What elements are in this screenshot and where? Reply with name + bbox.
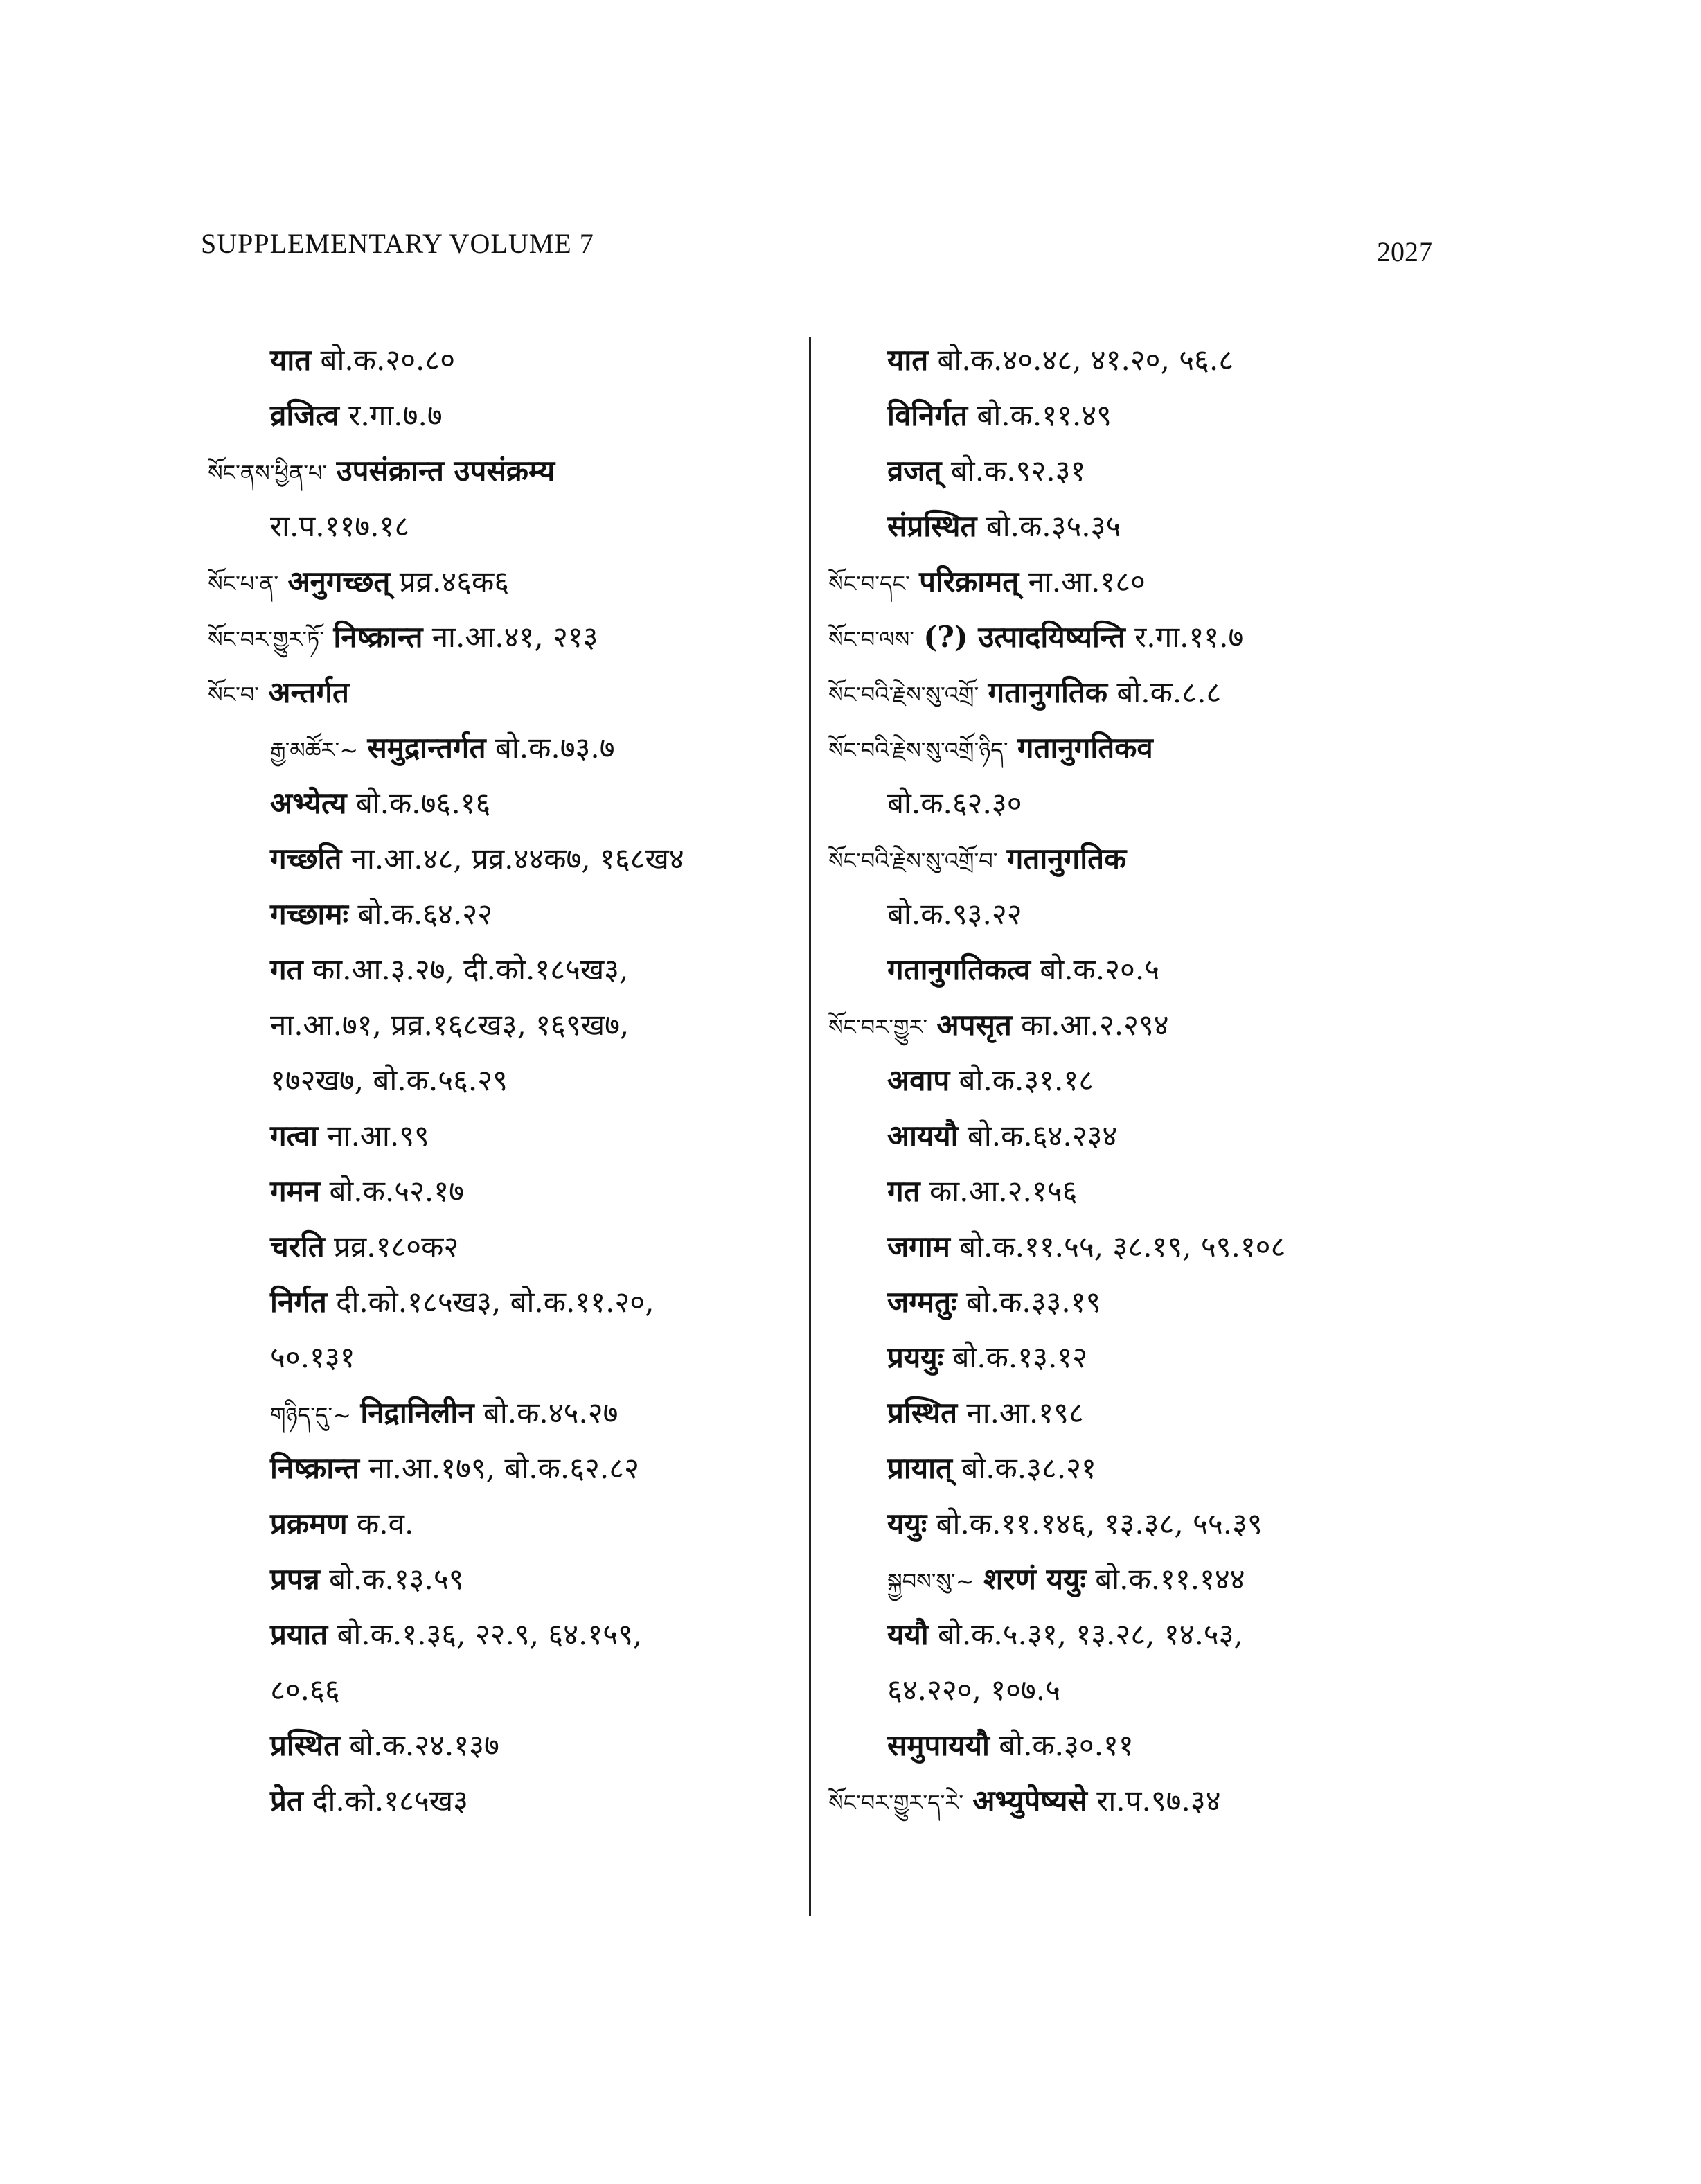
source-reference: बो.क.६२.३०: [887, 786, 1022, 820]
sanskrit-term: गतानुगतिकत्व: [887, 952, 1031, 986]
source-reference: बो.क.६४.२२: [357, 897, 492, 931]
dictionary-entry-line: [828, 388, 1493, 443]
running-head: SUPPLEMENTARY VOLUME 7: [201, 228, 594, 259]
source-reference: बो.क.११.१४४: [1095, 1562, 1245, 1596]
dictionary-entry-line: [208, 997, 803, 1053]
sanskrit-term: उपसंक्रान्त उपसंक्रम्य: [336, 454, 555, 488]
left-column: [208, 332, 803, 1829]
dictionary-entry-line: [208, 720, 803, 776]
source-reference: बो.क.७६.१६: [355, 786, 491, 820]
dictionary-entry-line: [208, 887, 803, 942]
sanskrit-term: प्रक्रमण: [270, 1507, 348, 1541]
tibetan-prefix: རྒྱ་མཚོར་~: [270, 737, 359, 763]
source-reference: बो.क.१३.१२: [952, 1340, 1087, 1374]
dictionary-entry-line: [208, 1330, 803, 1385]
dictionary-entry-line: [828, 499, 1493, 554]
dictionary-entry-line: [828, 1053, 1493, 1108]
dictionary-entry-line: [208, 499, 803, 554]
sanskrit-term: अपसृत: [936, 1008, 1012, 1042]
dictionary-entry-line: [208, 1441, 803, 1496]
sanskrit-term: प्रस्थित: [887, 1396, 958, 1430]
source-reference: का.आ.२.२९४: [1021, 1008, 1169, 1042]
source-reference: र.गा.७.७: [348, 398, 443, 432]
sanskrit-term: अवाप: [887, 1063, 950, 1097]
sanskrit-term: गतानुगतिक: [988, 675, 1108, 709]
source-reference: ८०.६६: [270, 1673, 340, 1707]
source-reference: बो.क.१३.५९: [329, 1562, 464, 1596]
sanskrit-term: शरणं ययुः: [983, 1562, 1086, 1596]
right-column: [828, 332, 1493, 1829]
source-reference: प्रव्र.४६क६: [399, 565, 510, 598]
dictionary-entry-line: [828, 1607, 1493, 1662]
sanskrit-term: ययुः: [887, 1507, 927, 1541]
tibetan-prefix: སོང་བའི་རྗེས་སུ་འགྲོ་བ་: [828, 848, 998, 874]
sanskrit-term: यात: [887, 343, 929, 377]
source-reference: बो.क.५.३१, १३.२८, १४.५३,: [937, 1617, 1243, 1651]
dictionary-entry-line: [208, 1552, 803, 1607]
source-reference: ५०.१३१: [270, 1340, 355, 1374]
dictionary-entry-line: [208, 388, 803, 443]
sanskrit-term: प्रायात्: [887, 1451, 952, 1485]
source-reference: ना.आ.१७९, बो.क.६२.८२: [368, 1451, 639, 1485]
source-reference: बो.क.९२.३१: [950, 454, 1086, 488]
tibetan-prefix: སོང་བའི་རྗེས་སུ་འགྲོ་: [828, 682, 979, 708]
sanskrit-term: (?) उत्पादयिष्यन्ति: [923, 620, 1125, 654]
dictionary-entry-line: [828, 610, 1493, 665]
sanskrit-term: आययौ: [887, 1119, 959, 1153]
dictionary-entry-line: [208, 1385, 803, 1441]
sanskrit-term: ययौ: [887, 1617, 929, 1651]
dictionary-entry-line: [208, 1219, 803, 1275]
sanskrit-term: संप्रस्थित: [887, 509, 977, 543]
sanskrit-term: जग्मतुः: [887, 1285, 957, 1319]
dictionary-entry-line: [208, 554, 803, 610]
sanskrit-term: समुपाययौ: [887, 1728, 990, 1762]
dictionary-entry-line: [208, 610, 803, 665]
sanskrit-term: गत: [270, 952, 303, 986]
sanskrit-term: प्रययुः: [887, 1340, 944, 1374]
dictionary-entry-line: [208, 1662, 803, 1718]
sanskrit-term: गत्वा: [270, 1119, 319, 1153]
dictionary-entry-line: [828, 997, 1493, 1053]
dictionary-entry-line: [828, 443, 1493, 499]
sanskrit-term: अनुगच्छत्: [287, 565, 391, 598]
source-reference: ६४.२२०, १०७.५: [887, 1673, 1060, 1707]
tibetan-prefix: སོང་བར་གྱུར་ད་རེ་: [828, 1790, 964, 1816]
source-reference: बो.क.१.३६, २२.९, ६४.१५९,: [337, 1617, 643, 1651]
dictionary-entry-line: [208, 443, 803, 499]
source-reference: रा.प.११७.१८: [270, 509, 410, 543]
tibetan-prefix: སོང་བ་དང་: [828, 571, 910, 597]
sanskrit-term: प्रेत: [270, 1784, 303, 1818]
sanskrit-term: गच्छति: [270, 842, 342, 876]
source-reference: बो.क.९३.२२: [887, 897, 1022, 931]
sanskrit-term: प्रयात: [270, 1617, 328, 1651]
sanskrit-term: यात: [270, 343, 312, 377]
dictionary-entry-line: [208, 1164, 803, 1219]
dictionary-entry-line: [208, 942, 803, 997]
sanskrit-term: गमन: [270, 1174, 321, 1208]
dictionary-entry-line: [208, 1275, 803, 1330]
tibetan-prefix: སོང་བར་གྱུར་ཏོ་: [208, 626, 325, 652]
source-reference: बो.क.२४.१३७: [349, 1728, 499, 1762]
source-reference: दी.को.१८५ख३, बो.क.११.२०,: [336, 1285, 654, 1319]
dictionary-entry-line: [828, 1108, 1493, 1164]
dictionary-entry-line: [208, 1718, 803, 1773]
sanskrit-term: व्रजत्: [887, 454, 942, 488]
dictionary-entry-line: [828, 554, 1493, 610]
tibetan-prefix: སོང་བར་གྱུར་: [828, 1014, 928, 1040]
sanskrit-term: प्रपन्न: [270, 1562, 320, 1596]
source-reference: १७२ख७, बो.क.५६.२९: [270, 1063, 508, 1097]
sanskrit-term: गत: [887, 1174, 920, 1208]
source-reference: बो.क.३३.१९: [965, 1285, 1101, 1319]
source-reference: ना.आ.७१, प्रव्र.१६८ख३, १६९ख७,: [270, 1008, 630, 1042]
source-reference: बो.क.६४.२३४: [967, 1119, 1118, 1153]
source-reference: बो.क.३५.३५: [986, 509, 1121, 543]
dictionary-entry-line: [828, 1496, 1493, 1552]
source-reference: ना.आ.१९८: [966, 1396, 1084, 1430]
source-reference: ना.आ.४८, प्रव्र.४४क७, १६८ख४: [350, 842, 684, 876]
column-divider: [809, 337, 811, 1916]
dictionary-entry-line: [828, 1164, 1493, 1219]
source-reference: बो.क.७३.७: [495, 731, 615, 765]
sanskrit-term: निर्गत: [270, 1285, 327, 1319]
dictionary-entry-line: [828, 1330, 1493, 1385]
source-reference: बो.क.४०.४८, ४१.२०, ५६.८: [937, 343, 1234, 377]
dictionary-entry-line: [828, 1275, 1493, 1330]
source-reference: बो.क.११.५५, ३८.१९, ५९.१०८: [959, 1229, 1286, 1263]
source-reference: रा.प.९७.३४: [1096, 1784, 1221, 1818]
tibetan-prefix: སྐྱབས་སུ་~: [887, 1568, 974, 1595]
dictionary-entry-line: [828, 1385, 1493, 1441]
source-reference: बो.क.२०.५: [1040, 952, 1160, 986]
sanskrit-term: निष्क्रान्त: [333, 620, 423, 654]
dictionary-entry-line: [828, 887, 1493, 942]
sanskrit-term: गच्छामः: [270, 897, 349, 931]
dictionary-entry-line: [828, 942, 1493, 997]
dictionary-entry-line: [208, 1773, 803, 1829]
sanskrit-term: समुद्रान्तर्गत: [367, 731, 486, 765]
tibetan-prefix: གཉིད་དུ་~: [270, 1402, 351, 1428]
sanskrit-term: जगाम: [887, 1229, 950, 1263]
dictionary-entry-line: [828, 1552, 1493, 1607]
source-reference: का.आ.३.२७, दी.को.१८५ख३,: [312, 952, 629, 986]
tibetan-prefix: སོང་ནས་ཕྱིན་པ་: [208, 460, 328, 486]
sanskrit-term: अभ्युपेष्यसे: [972, 1784, 1087, 1818]
tibetan-prefix: སོང་བའི་རྗེས་སུ་འགྲོ་ཉིད་: [828, 737, 1008, 763]
source-reference: क.व.: [357, 1507, 414, 1541]
dictionary-entry-line: [208, 332, 803, 388]
source-reference: ना.आ.९९: [327, 1119, 429, 1153]
dictionary-entry-line: [208, 831, 803, 887]
dictionary-entry-line: [828, 1219, 1493, 1275]
dictionary-entry-line: [828, 332, 1493, 388]
dictionary-entry-line: [208, 1108, 803, 1164]
tibetan-prefix: སོང་པ་ན་: [208, 571, 279, 597]
dictionary-entry-line: [828, 1718, 1493, 1773]
dictionary-entry-line: [828, 831, 1493, 887]
source-reference: का.आ.२.१५६: [929, 1174, 1078, 1208]
dictionary-entry-line: [828, 720, 1493, 776]
source-reference: बो.क.३०.११: [999, 1728, 1134, 1762]
tibetan-prefix: སོང་བ་ལས་: [828, 626, 914, 652]
dictionary-entry-line: [828, 776, 1493, 831]
source-reference: प्रव्र.१८०क२: [334, 1229, 459, 1263]
dictionary-entry-line: [828, 1662, 1493, 1718]
sanskrit-term: विनिर्गत: [887, 398, 968, 432]
source-reference: बो.क.११.१४६, १३.३८, ५५.३९: [936, 1507, 1263, 1541]
source-reference: ना.आ.४१, २१३: [431, 620, 598, 654]
source-reference: बो.क.४५.२७: [483, 1396, 618, 1430]
source-reference: बो.क.५२.१७: [329, 1174, 464, 1208]
sanskrit-term: निद्रानिलीन: [360, 1396, 474, 1430]
source-reference: ना.आ.१८०: [1028, 565, 1146, 598]
source-reference: बो.क.८.८: [1116, 675, 1222, 709]
tibetan-prefix: སོང་བ་: [208, 682, 260, 708]
dictionary-entry-line: [208, 1607, 803, 1662]
source-reference: बो.क.२०.८०: [320, 343, 456, 377]
sanskrit-term: परिक्रामत्: [919, 565, 1019, 598]
source-reference: बो.क.३८.२१: [961, 1451, 1096, 1485]
sanskrit-term: अभ्येत्य: [270, 786, 347, 820]
sanskrit-term: चरति: [270, 1229, 325, 1263]
dictionary-entry-line: [828, 1773, 1493, 1829]
sanskrit-term: प्रस्थित: [270, 1728, 341, 1762]
dictionary-entry-line: [208, 1053, 803, 1108]
source-reference: र.गा.११.७: [1134, 620, 1244, 654]
source-reference: दी.को.१८५ख३: [312, 1784, 468, 1818]
sanskrit-term: गतानुगतिक: [1006, 842, 1127, 876]
sanskrit-term: अन्तर्गत: [268, 675, 349, 709]
source-reference: बो.क.११.४९: [977, 398, 1112, 432]
page-number: 2027: [1377, 236, 1432, 267]
sanskrit-term: गतानुगतिकव: [1017, 731, 1153, 765]
dictionary-entry-line: [208, 1496, 803, 1552]
dictionary-entry-line: [828, 665, 1493, 720]
dictionary-entry-line: [208, 665, 803, 720]
dictionary-entry-line: [208, 776, 803, 831]
sanskrit-term: निष्क्रान्त: [270, 1451, 359, 1485]
source-reference: बो.क.३१.१८: [959, 1063, 1094, 1097]
dictionary-entry-line: [828, 1441, 1493, 1496]
sanskrit-term: व्रजित्व: [270, 398, 339, 432]
